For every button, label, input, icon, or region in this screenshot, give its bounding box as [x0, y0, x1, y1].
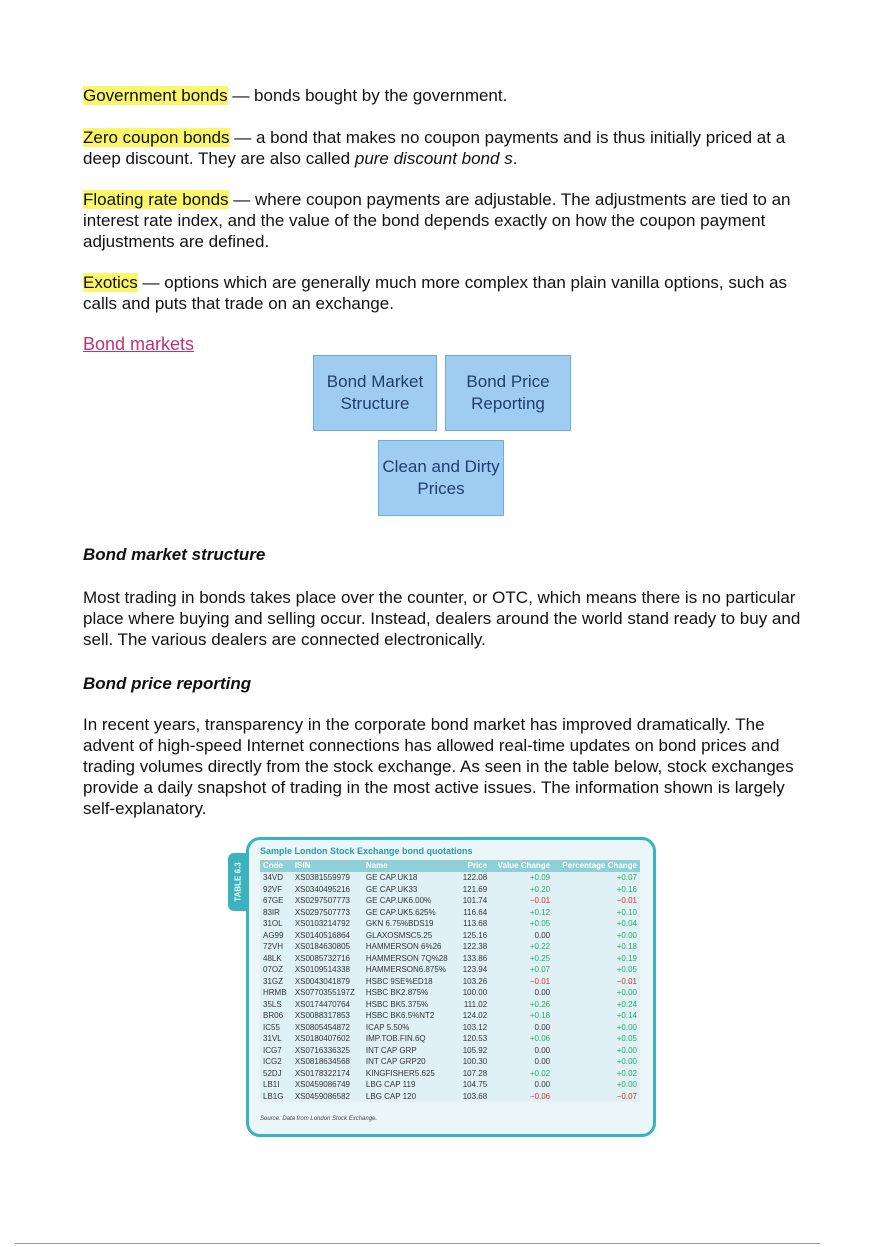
- table-cell: XS0184630805: [294, 942, 350, 951]
- table-row: [260, 895, 640, 907]
- table-cell: 122.38: [462, 942, 488, 951]
- table-cell: XS0085732716: [294, 953, 350, 963]
- table-row: [260, 907, 640, 919]
- table-cell: ICAP 5.50%: [365, 1022, 410, 1032]
- table-cell: 31OL: [263, 919, 283, 928]
- table-cell: +0.07: [616, 873, 637, 882]
- table-cell: LB1G: [263, 1091, 284, 1101]
- table-cell: GE CAP.UK6.00%: [365, 896, 432, 905]
- table-cell: 52DJ: [263, 1068, 282, 1078]
- table-cell: 72VH: [263, 942, 284, 951]
- table-cell: 101.74: [462, 896, 488, 905]
- table-cell: LBG CAP 119: [365, 1080, 416, 1089]
- definition-zero-coupon: [83, 127, 803, 169]
- table-cell: +0.12: [529, 907, 551, 917]
- table-cell: 0.00: [534, 930, 551, 940]
- table-cell: −0.01: [616, 896, 637, 905]
- table-cell: +0.10: [616, 907, 637, 917]
- table-row: [260, 964, 640, 976]
- table-cell: 105.92: [462, 1045, 488, 1055]
- table-cell: IC55: [263, 1022, 280, 1032]
- table-tab-label: TABLE 6.3: [233, 862, 243, 902]
- table-row: [260, 1033, 640, 1045]
- table-cell: HSBC BK2.875%: [365, 988, 429, 997]
- table-cell: HSBC 9SE%ED18: [365, 976, 433, 986]
- section-heading: Bond market structure: [83, 545, 266, 564]
- table-tab: [228, 853, 248, 911]
- table-cell: +0.20: [529, 884, 551, 894]
- table-cell: 48LK: [263, 953, 282, 963]
- table-cell: +0.00: [616, 1022, 637, 1032]
- table-cell: XS0716336325: [294, 1045, 350, 1055]
- table-cell: +0.25: [529, 953, 551, 963]
- table-cell: XS0109514338: [294, 965, 350, 974]
- definition-government-bonds: [83, 85, 803, 106]
- table-cell: +0.24: [616, 999, 637, 1009]
- table-cell: HSBC BK5.375%: [365, 999, 429, 1009]
- table-cell: XS0459086582: [294, 1091, 350, 1101]
- table-cell: XS0770355197Z: [294, 988, 355, 997]
- table-cell: 111.02: [463, 999, 488, 1009]
- table-source: Source: Data from London Stock Exchange.: [260, 1116, 378, 1122]
- table-row: [260, 1045, 640, 1057]
- bond-quotations-table: [260, 860, 640, 1102]
- table-cell: +0.26: [529, 999, 551, 1009]
- table-row: [260, 930, 640, 942]
- table-row: [260, 884, 640, 896]
- table-cell: ICG7: [263, 1045, 282, 1055]
- column-header: Name: [363, 860, 457, 872]
- table-cell: 100.30: [462, 1057, 488, 1066]
- table-title: Sample London Stock Exchange bond quotations: [260, 846, 473, 856]
- table-cell: +0.18: [529, 1011, 551, 1020]
- section-heading: Bond price reporting: [83, 674, 252, 693]
- table-cell: −0.07: [616, 1091, 637, 1101]
- table-cell: 121.69: [462, 884, 488, 894]
- table-cell: 107.28: [462, 1068, 488, 1078]
- table-cell: +0.04: [616, 919, 637, 928]
- table-cell: 103.12: [462, 1022, 488, 1032]
- table-cell: XS0088317853: [294, 1011, 350, 1020]
- table-cell: +0.00: [616, 930, 637, 940]
- table-cell: XS0174470764: [294, 999, 350, 1009]
- table-cell: 104.75: [462, 1080, 488, 1089]
- table-cell: AG99: [263, 930, 284, 940]
- table-row: [260, 1091, 640, 1103]
- table-cell: +0.00: [616, 1057, 637, 1066]
- table-cell: −0.06: [529, 1091, 551, 1101]
- table-cell: BR06: [263, 1011, 284, 1020]
- definition-floating-rate: [83, 189, 803, 252]
- table-cell: −0.01: [529, 896, 551, 905]
- table-cell: 92VF: [263, 884, 283, 894]
- column-header: Percentage Change: [553, 860, 640, 872]
- table-cell: GE CAP.UK5.625%: [365, 907, 436, 917]
- table-cell: 113.68: [463, 919, 488, 928]
- table-row: [260, 1056, 640, 1068]
- table-row: [260, 872, 640, 884]
- table-row: [260, 1010, 640, 1022]
- table-cell: 125.16: [462, 930, 488, 940]
- table-row: [260, 1022, 640, 1034]
- table-cell: +0.02: [616, 1068, 637, 1078]
- table-cell: GKN 6.75%BDS19: [365, 919, 434, 928]
- table-cell: 116.64: [463, 907, 488, 917]
- table-cell: +0.18: [616, 942, 637, 951]
- table-cell: XS0805454872: [294, 1022, 350, 1032]
- bond-markets-heading: [83, 334, 803, 355]
- diagram-box-structure: Bond Market Structure: [313, 355, 437, 431]
- table-cell: +0.22: [529, 942, 551, 951]
- table-cell: +0.16: [616, 884, 637, 894]
- bond-markets-link[interactable]: Bond markets: [83, 334, 195, 354]
- table-cell: 0.00: [534, 1045, 551, 1055]
- table-cell: HRMB: [263, 988, 287, 997]
- definition-tail: .: [512, 149, 518, 168]
- definition-text: — where coupon payments are adjustable. The adjustments are tied to an interest rate index, and the value of the bond depends exactly on how the coupon payment adjustments are defined.: [83, 190, 791, 251]
- table-cell: INT CAP GRP20: [365, 1057, 426, 1066]
- table-cell: XS0459086749: [294, 1080, 350, 1089]
- table-cell: XS0180407602: [294, 1034, 350, 1043]
- table-cell: 31GZ: [263, 976, 284, 986]
- table-cell: XS0818634568: [294, 1057, 350, 1066]
- table-row: [260, 941, 640, 953]
- table-cell: 120.53: [462, 1034, 488, 1043]
- table-cell: GLAXOSMSC5.25: [365, 930, 433, 940]
- table-row: [260, 953, 640, 965]
- definition-text: — options which are generally much more complex than plain vanilla options, such as calls and puts that trade on an exchange.: [83, 273, 787, 313]
- table-cell: 100.00: [462, 988, 488, 997]
- table-cell: +0.05: [529, 919, 551, 928]
- term: Exotics: [83, 273, 138, 292]
- definition-exotics: [83, 272, 803, 314]
- table-cell: +0.00: [616, 1080, 637, 1089]
- column-header: Price: [457, 860, 490, 872]
- table-cell: KINGFISHER5.625: [365, 1068, 435, 1078]
- table-cell: XS0178322174: [294, 1068, 350, 1078]
- term: Zero coupon bonds: [83, 128, 230, 147]
- table-cell: XS0297507773: [294, 907, 350, 917]
- italic-term: pure discount bond s: [354, 149, 513, 168]
- table-cell: LBG CAP 120: [365, 1091, 417, 1101]
- table-row: [260, 1079, 640, 1091]
- table-cell: 122.08: [462, 873, 488, 882]
- table-cell: +0.19: [616, 953, 637, 963]
- table-cell: 103.26: [462, 976, 488, 986]
- table-cell: +0.14: [616, 1011, 637, 1020]
- table-row: [260, 999, 640, 1011]
- table-cell: +0.05: [616, 965, 637, 974]
- table-cell: XS0297507773: [294, 896, 350, 905]
- table-cell: ICG2: [263, 1057, 282, 1066]
- footer-rule: [15, 1243, 820, 1244]
- table-cell: XS0140516864: [294, 930, 350, 940]
- diagram-box-clean-dirty: Clean and Dirty Prices: [378, 440, 504, 516]
- table-cell: 35LS: [263, 999, 282, 1009]
- table-cell: 83IR: [263, 907, 280, 917]
- table-cell: +0.00: [616, 988, 637, 997]
- table-cell: LB1I: [263, 1080, 280, 1089]
- section-body: In recent years, transparency in the corporate bond market has improved dramatically. The advent of high-speed Internet connections has allowed real-time updates on bond prices and trading volumes directly from the stock exchange. As seen in the table below, stock exchanges provide a daily snapshot of trading in the most active issues. The information shown is largely self-explanatory.: [83, 715, 794, 818]
- table-cell: HSBC BK6.5%NT2: [365, 1011, 435, 1020]
- table-cell: 67GE: [263, 896, 284, 905]
- table-cell: 31VL: [263, 1034, 282, 1043]
- table-cell: 123.94: [462, 965, 488, 974]
- table-cell: 0.00: [534, 1057, 551, 1066]
- table-cell: +0.02: [529, 1068, 551, 1078]
- section-body: Most trading in bonds takes place over the counter, or OTC, which means there is no particular place where buying and selling occur. Instead, dealers around the world stand ready to buy and sell. The various dealers are connected electronically.: [83, 588, 801, 649]
- table-row: [260, 918, 640, 930]
- table-cell: XS0103214792: [294, 919, 350, 928]
- table-cell: GE CAP.UK33: [365, 884, 418, 894]
- table-cell: 103.68: [462, 1091, 488, 1101]
- table-cell: +0.09: [529, 873, 551, 882]
- table-cell: HAMMERSON 6%26: [365, 942, 442, 951]
- table-cell: +0.00: [616, 1045, 637, 1055]
- table-cell: XS0340495216: [294, 884, 350, 894]
- table-cell: 124.02: [462, 1011, 488, 1020]
- definition-text: — a bond that makes no coupon payments and is thus initially priced at a deep discount. They are also called: [83, 128, 786, 168]
- table-cell: +0.05: [616, 1034, 637, 1043]
- term: Government bonds: [83, 86, 228, 105]
- diagram-box-reporting: Bond Price Reporting: [445, 355, 571, 431]
- column-header: ISIN: [292, 860, 363, 872]
- table-cell: XS0381559979: [294, 873, 350, 882]
- table-cell: −0.01: [616, 976, 637, 986]
- table-cell: −0.01: [529, 976, 551, 986]
- table-cell: HAMMERSON6.875%: [365, 965, 446, 974]
- table-row: [260, 987, 640, 999]
- definition-text: — bonds bought by the government.: [227, 86, 508, 105]
- table-cell: 133.86: [462, 953, 488, 963]
- table-cell: 07OZ: [263, 965, 284, 974]
- table-cell: 34VD: [263, 873, 284, 882]
- table-cell: 0.00: [534, 988, 551, 997]
- column-header: Value Change: [490, 860, 553, 872]
- table-cell: INT CAP GRP: [365, 1045, 417, 1055]
- table-row: [260, 1068, 640, 1080]
- table-cell: +0.07: [529, 965, 551, 974]
- table-cell: +0.06: [529, 1034, 551, 1043]
- table-row: [260, 976, 640, 988]
- table-cell: XS0043041879: [294, 976, 350, 986]
- table-cell: IMP.TOB.FIN.6Q: [365, 1034, 426, 1043]
- table-cell: 0.00: [534, 1080, 551, 1089]
- table-cell: HAMMERSON 7Q%28: [365, 953, 448, 963]
- table-cell: 0.00: [534, 1022, 551, 1032]
- term: Floating rate bonds: [83, 190, 229, 209]
- table-cell: GE CAP.UK18: [365, 873, 418, 882]
- column-header: Code: [260, 860, 292, 872]
